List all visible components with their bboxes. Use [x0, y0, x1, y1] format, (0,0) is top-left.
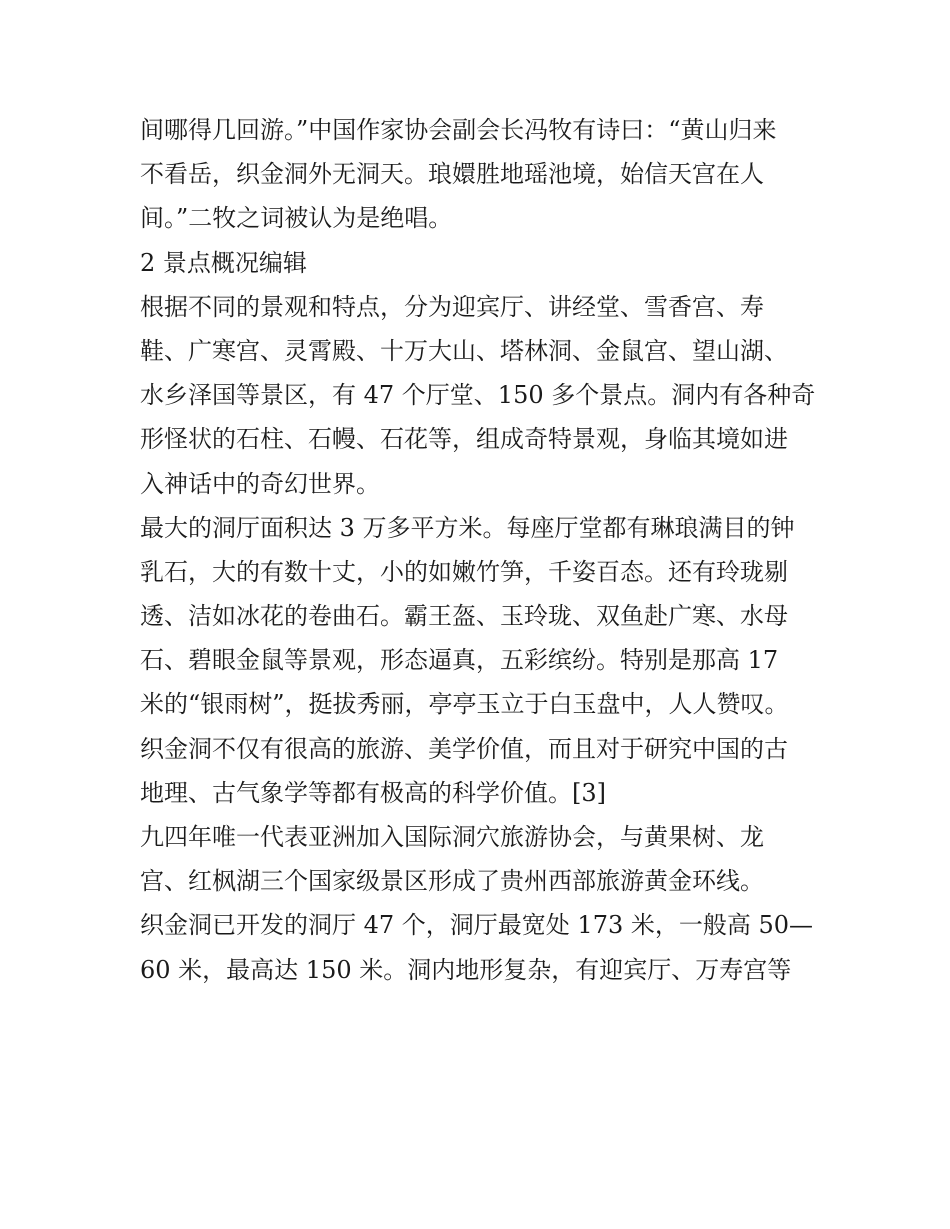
text-line: 织金洞已开发的洞厅 47 个，洞厅最宽处 173 米，一般高 50—	[140, 911, 814, 940]
text-line: 宫、红枫湖三个国家级景区形成了贵州西部旅游黄金环线。	[140, 867, 764, 896]
text-line: 间哪得几回游。”中国作家协会副会长冯牧有诗曰：“黄山归来	[140, 116, 777, 144]
text-line: 60 米，最高达 150 米。洞内地形复杂，有迎宾厅、万寿宫等	[140, 955, 792, 984]
text-line: 乳石，大的有数十丈，小的如嫩竹笋，千姿百态。还有玲珑剔	[140, 557, 788, 586]
section-heading	[140, 241, 816, 285]
paragraph-intro-continued	[140, 108, 816, 241]
text-line: 地理、古气象学等都有极高的科学价值。[3]	[140, 778, 606, 807]
text-line: 最大的洞厅面积达 3 万多平方米。每座厅堂都有琳琅满目的钟	[140, 513, 795, 542]
text-line: 织金洞不仅有很高的旅游、美学价值，而且对于研究中国的古	[140, 734, 788, 763]
section-heading-text: 2 景点概况编辑	[140, 248, 307, 277]
document-body	[140, 108, 816, 992]
text-line: 入神话中的奇幻世界。	[140, 469, 380, 498]
paragraph-association	[140, 815, 816, 903]
text-line: 米的“银雨树”，挺拔秀丽，亭亭玉立于白玉盘中，人人赞叹。	[140, 690, 789, 719]
text-line: 九四年唯一代表亚洲加入国际洞穴旅游协会，与黄果树、龙	[140, 823, 764, 851]
text-line: 根据不同的景观和特点，分为迎宾厅、讲经堂、雪香宫、寿	[140, 292, 764, 321]
text-line: 水乡泽国等景区，有 47 个厅堂、150 多个景点。洞内有各种奇	[140, 381, 816, 410]
text-line: 不看岳，织金洞外无洞天。琅嬛胜地瑶池境，始信天宫在人	[140, 160, 764, 189]
paragraph-largest-hall	[140, 506, 816, 815]
text-line: 形怪状的石柱、石幔、石花等，组成奇特景观，身临其境如进	[140, 425, 788, 454]
text-line: 透、洁如冰花的卷曲石。霸王盔、玉玲珑、双鱼赴广寒、水母	[140, 602, 788, 631]
text-line: 石、碧眼金鼠等景观，形态逼真，五彩缤纷。特别是那高 17	[140, 646, 779, 675]
text-line: 间。”二牧之词被认为是绝唱。	[140, 204, 453, 233]
paragraph-scenic-areas	[140, 285, 816, 506]
text-line: 鞋、广寒宫、灵霄殿、十万大山、塔林洞、金鼠宫、望山湖、	[140, 336, 788, 365]
paragraph-developed-halls	[140, 903, 816, 991]
